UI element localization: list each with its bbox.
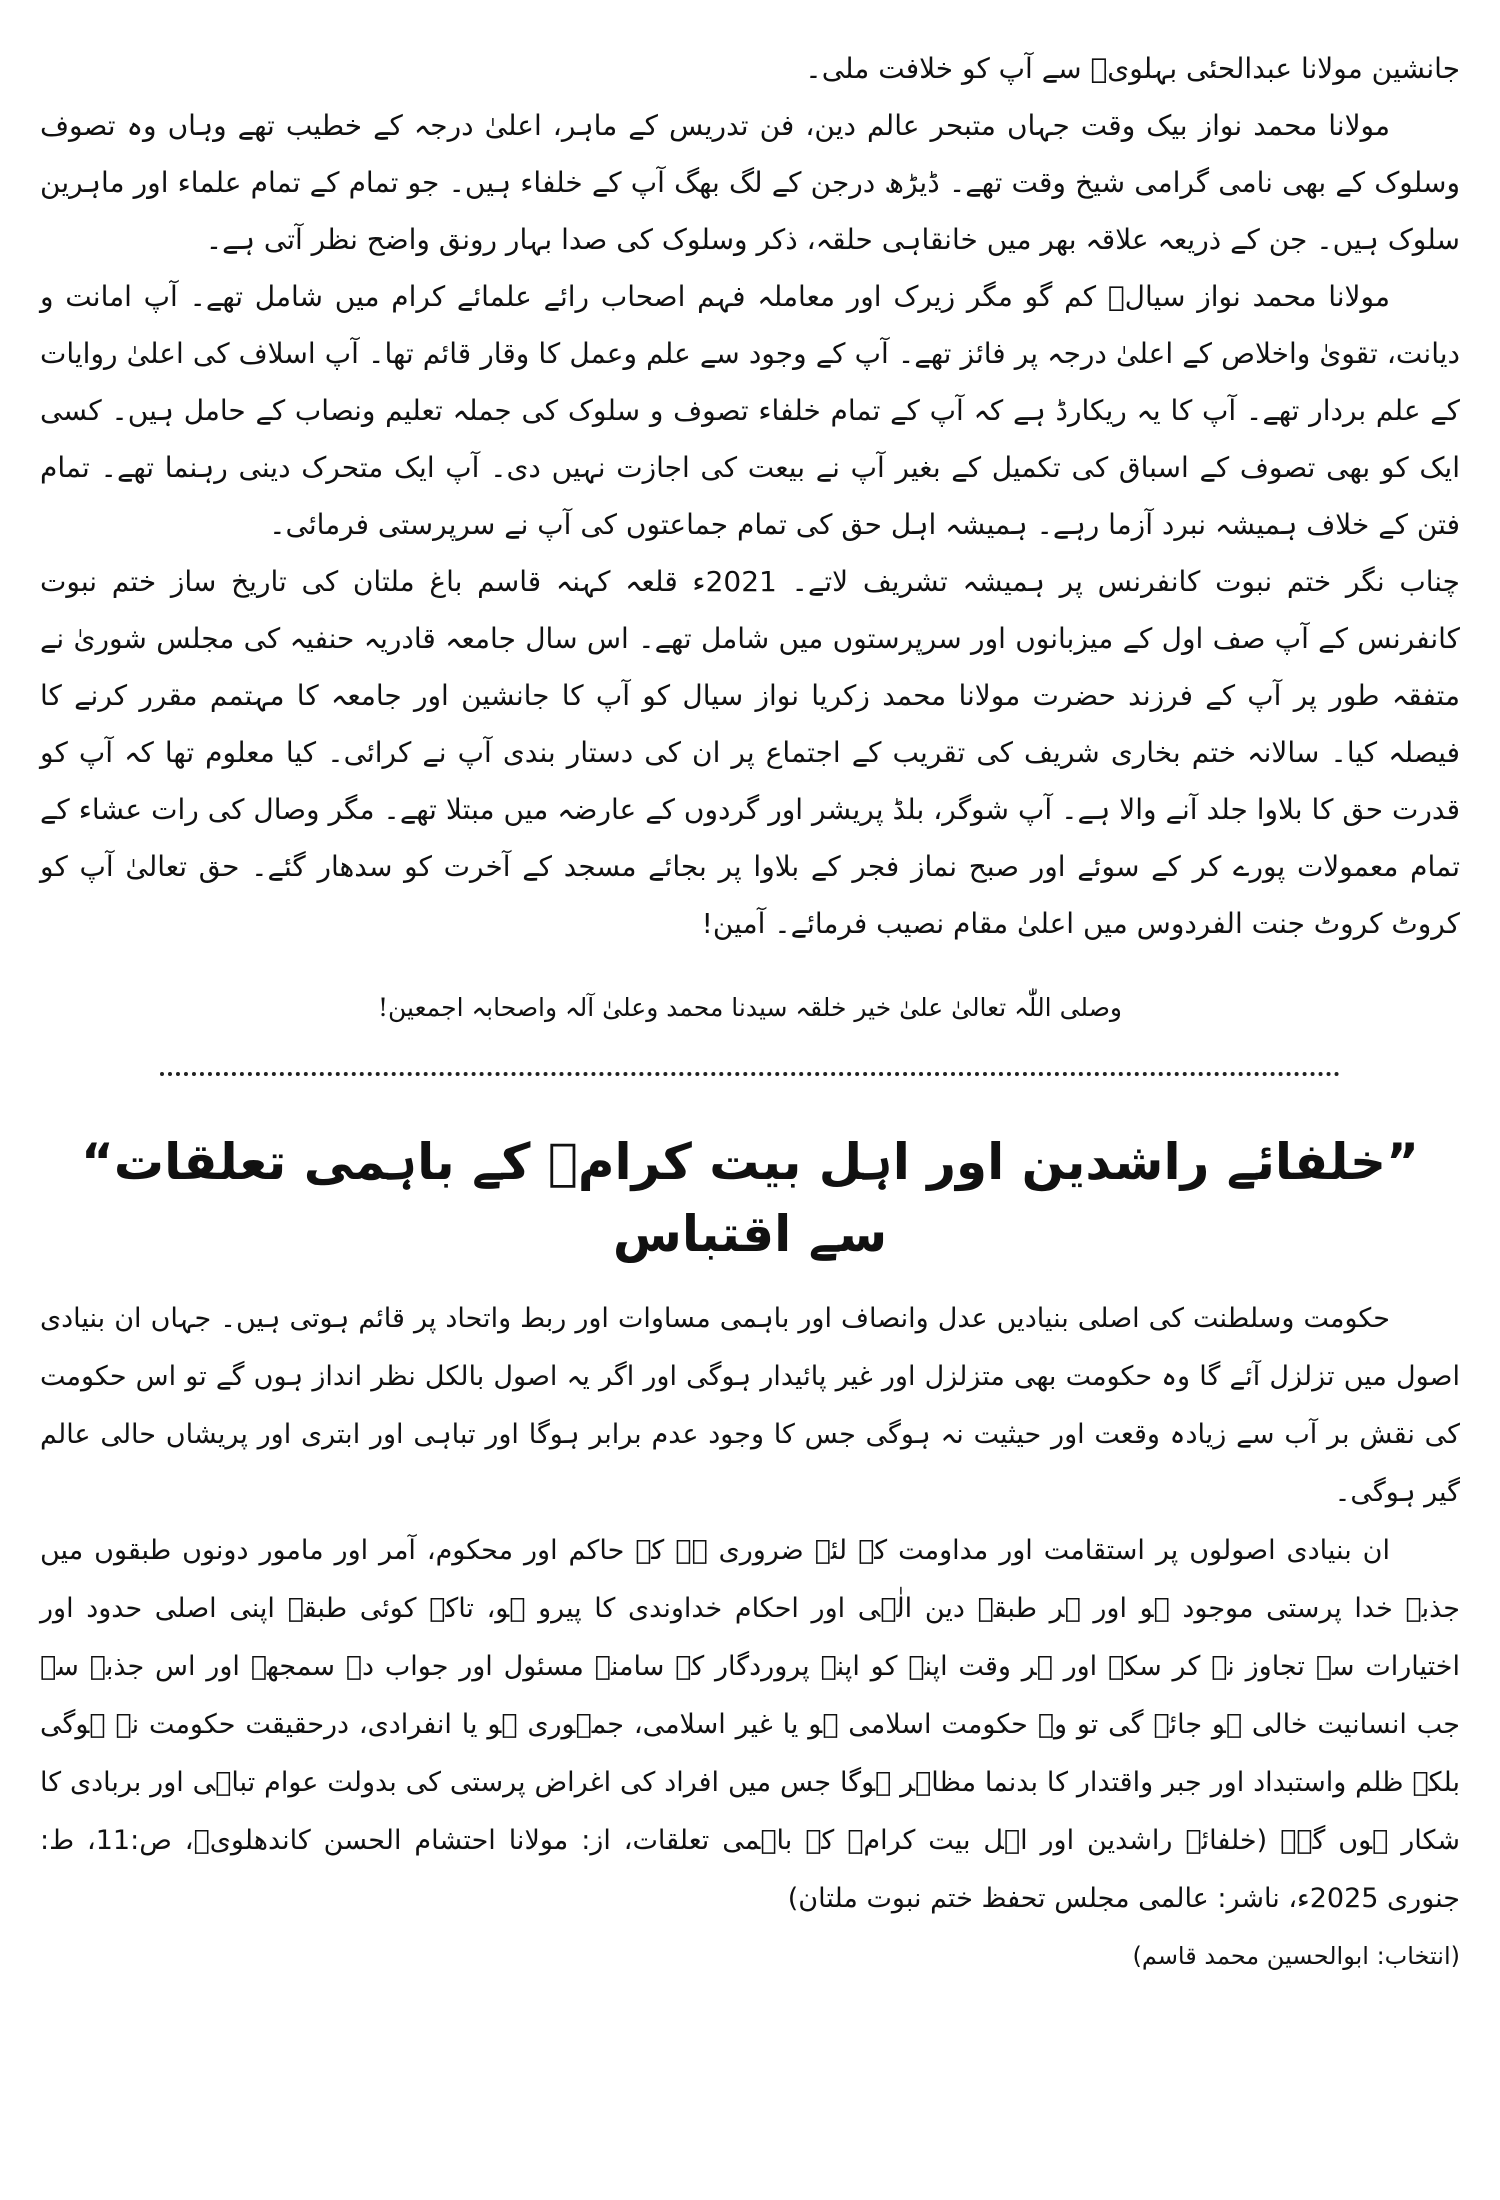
quote-paragraph-2: ان بنیادی اصولوں پر استقامت اور مداومت کے لئے ضروری ہے کہ حاکم اور محکوم، آمر اور مامور دونوں طبقوں میں جذبہ خدا پرستی موجود ہو اور ہر طبقہ دین الٰہی اور احکام خداوندی کا پیرو ہو، تاکہ کوئی طبقہ اپنی اصلی حدود اور اختیارات سے تجاوز نہ کر سکے اور ہر وقت اپنے کو اپنے پروردگار کے سامنے مسئول اور جواب دہ سمجھے اور اس جذبہ سے جب انسانیت خالی ہو جائے گی تو وہ حکومت اسلامی ہو یا غیر اسلامی، جمہوری ہو یا انفرادی، درحقیقت حکومت نہ ہوگی بلکہ ظلم واستبداد اور جبر واقتدار کا بدنما مظاہر ہوگا جس میں افراد کی اغراض پرستی کی بدولت عوام تباہی اور بربادی کا شکار ہوں گے۔ (خلفائے راشدین اور اہل بیت کرامؓ کے باہمی تعلقات، از: مولانا احتشام الحسن کاندھلویؒ، ص:11، ط: جنوری 2025ء، ناشر: عالمی مجلس تحفظ ختم نبوت ملتان) (40, 1535, 1460, 1914)
article-paragraph-3: مولانا محمد نواز سیالؒ کم گو مگر زیرک اور معاملہ فہم اصحاب رائے علمائے کرام میں شامل تھے۔ آپ امانت و دیانت، تقویٰ واخلاص کے اعلیٰ درجہ پر فائز تھے۔ آپ کے وجود سے علم وعمل کا وقار قائم تھا۔ آپ اسلاف کی اعلیٰ روایات کے علم بردار تھے۔ آپ کا یہ ریکارڈ ہے کہ آپ کے تمام خلفاء تصوف و سلوک کی جملہ تعلیم ونصاب کے حامل ہیں۔ کسی ایک کو بھی تصوف کے اسباق کی تکمیل کے بغیر آپ نے بیعت کی اجازت نہیں دی۔ آپ ایک متحرک دینی رہنما تھے۔ تمام فتن کے خلاف ہمیشہ نبرد آزما رہے۔ ہمیشہ اہل حق کی تمام جماعتوں کی آپ نے سرپرستی فرمائی۔ (40, 280, 1460, 541)
article-paragraph-1: جانشین مولانا عبدالحئی بہلویؒ سے آپ کو خلافت ملی۔ (805, 52, 1460, 85)
durood-line: وصلی اللّٰہ تعالیٰ علیٰ خیر خلقہ سیدنا محمد وعلیٰ آلہ واصحابہ اجمعین! (377, 993, 1122, 1022)
section-divider (160, 1072, 1340, 1076)
quote-selection-credit: (انتخاب: ابوالحسین محمد قاسم) (1132, 1942, 1460, 1970)
page-content (40, 40, 1460, 1984)
quote-paragraph-1: حکومت وسلطنت کی اصلی بنیادیں عدل وانصاف اور باہمی مساوات اور ربط واتحاد پر قائم ہوتی ہیں۔ جہاں ان بنیادی اصول میں تزلزل آئے گا وہ حکومت بھی متزلزل اور غیر پائیدار ہوگی اور اگر یہ اصول بالکل نظر انداز ہوں گے تو اس حکومت کی نقش بر آب سے زیادہ وقعت اور حیثیت نہ ہوگی جس کا وجود عدم برابر ہوگا اور تباہی اور ابتری اور پریشاں حالی عالم گیر ہوگی۔ (40, 1303, 1460, 1508)
quote-block (40, 1290, 1460, 1984)
quote-title: ”خلفائے راشدین اور اہل بیت کرامؓ کے باہمی تعلقات“ سے اقتباس (81, 1133, 1419, 1263)
article-paragraph-4: چناب نگر ختم نبوت کانفرنس پر ہمیشہ تشریف لاتے۔ 2021ء قلعہ کہنہ قاسم باغ ملتان کی تاریخ ساز ختم نبوت کانفرنس کے آپ صف اول کے میزبانوں اور سرپرستوں میں شامل تھے۔ اس سال جامعہ قادریہ حنفیہ کی مجلس شوریٰ نے متفقہ طور پر آپ کے فرزند حضرت مولانا محمد زکریا نواز سیال کو آپ کا جانشین اور جامعہ کا مہتمم مقرر کرنے کا فیصلہ کیا۔ سالانہ ختم بخاری شریف کی تقریب کے اجتماع پر ان کی دستار بندی آپ نے کرائی۔ کیا معلوم تھا کہ آپ کو قدرت حق کا بلاوا جلد آنے والا ہے۔ آپ شوگر، بلڈ پریشر اور گردوں کے عارضہ میں مبتلا تھے۔ مگر وصال کی رات عشاء کے تمام معمولات پورے کر کے سوئے اور صبح نماز فجر کے بلاوا پر بجائے مسجد کے آخرت کو سدھار گئے۔ حق تعالیٰ آپ کو کروٹ کروٹ جنت الفردوس میں اعلیٰ مقام نصیب فرمائے۔ آمین! (40, 565, 1460, 940)
article-paragraph-2: مولانا محمد نواز بیک وقت جہاں متبحر عالم دین، فن تدریس کے ماہر، اعلیٰ درجہ کے خطیب تھے وہاں وہ تصوف وسلوک کے بھی نامی گرامی شیخ وقت تھے۔ ڈیڑھ درجن کے لگ بھگ آپ کے خلفاء ہیں۔ جو تمام کے تمام علماء اور ماہرین سلوک ہیں۔ جن کے ذریعہ علاقہ بھر میں خانقاہی حلقہ، ذکر وسلوک کی صدا بہار رونق واضح نظر آتی ہے۔ (40, 109, 1460, 256)
